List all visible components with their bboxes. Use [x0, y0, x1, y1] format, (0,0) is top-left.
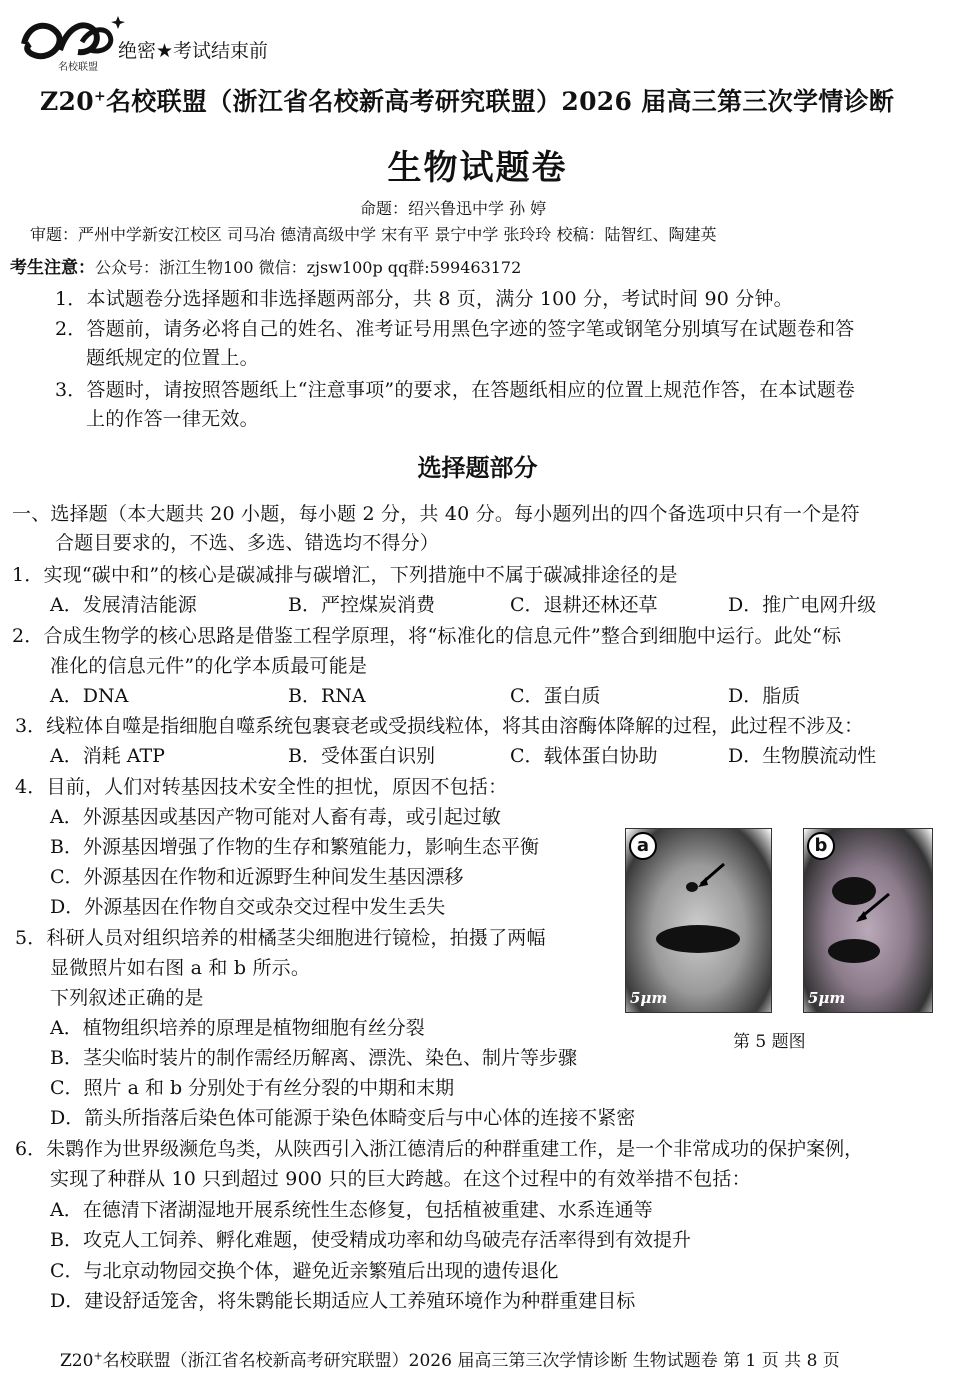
paper-title: 生物试题卷 — [387, 148, 568, 188]
q5-option-a: A．植物组织培养的原理是植物细胞有丝分裂 — [50, 1017, 425, 1039]
q6-option-b: B．攻克人工饲养、孵化难题，使受精成功率和幼鸟破壳存活率得到有效提升 — [50, 1229, 691, 1251]
contact-info: 公众号：浙江生物100 微信：zjsw100p qq群:599463172 — [95, 258, 522, 277]
q6-option-d: D．建设舒适笼舍，将朱鹮能长期适应人工养殖环境作为种群重建目标 — [50, 1290, 636, 1312]
notice-item-3-cont: 上的作答一律无效。 — [86, 408, 259, 430]
question-5-prompt: 下列叙述正确的是 — [50, 987, 204, 1009]
q1-option-d: D．推广电网升级 — [728, 594, 877, 616]
logo-text: 名校联盟 — [58, 62, 98, 73]
question-6-stem-cont: 实现了种群从 10 只到超过 900 只的巨大跨越。在这个过程中的有效举措不包括： — [50, 1168, 751, 1190]
q1-option-a: A．发展清洁能源 — [50, 594, 197, 616]
reviewer-credits: 审题：严州中学新安江校区 司马冶 德清高级中学 宋有平 景宁中学 张玲玲 校稿：陆智红、陶建英 — [30, 225, 717, 244]
q4-option-b: B．外源基因增强了作物的生存和繁殖能力，影响生态平衡 — [50, 836, 539, 858]
page-footer: Z20+名校联盟（浙江省名校新高考研究联盟）2026 届高三第三次学情诊断 生物试题卷 第 1 页 共 8 页 — [60, 1349, 840, 1371]
exam-title: Z20+名校联盟（浙江省名校新高考研究联盟）2026 届高三第三次学情诊断 — [40, 87, 895, 116]
question-2-stem-cont: 准化的信息元件”的化学本质最可能是 — [50, 655, 368, 677]
micrograph-b — [803, 828, 933, 1013]
question-5-stem-cont: 显微照片如右图 a 和 b 所示。 — [50, 957, 311, 979]
chromosome-plate-a — [626, 829, 771, 1012]
question-4-stem: 4．目前，人们对转基因技术安全性的担忧，原因不包括： — [15, 776, 508, 798]
scale-bar-b: 5μm — [808, 989, 846, 1007]
q2-option-c: C．蛋白质 — [510, 685, 601, 707]
q5-option-c: C．照片 a 和 b 分别处于有丝分裂的中期和末期 — [50, 1077, 455, 1099]
q3-option-a: A．消耗 ATP — [50, 745, 165, 767]
notice-item-3: 3．答题时，请按照答题纸上“注意事项”的要求，在答题纸相应的位置上规范作答，在本试题卷 — [55, 379, 856, 401]
q2-option-b: B．RNA — [288, 685, 366, 707]
question-1-stem: 1．实现“碳中和”的核心是碳减排与碳增汇，下列措施中不属于碳减排途径的是 — [12, 564, 678, 586]
notice-item-1: 1．本试题卷分选择题和非选择题两部分，共 8 页，满分 100 分，考试时间 90 分钟。 — [55, 288, 793, 310]
notice-item-2: 2．答题前，请务必将自己的姓名、准考证号用黑色字迹的签字笔或钢笔分别填写在试题卷和答 — [55, 318, 855, 340]
notice-item-2-cont: 题纸规定的位置上。 — [86, 347, 259, 369]
q5-option-b: B．茎尖临时装片的制作需经历解离、漂洗、染色、制片等步骤 — [50, 1047, 577, 1069]
q2-option-d: D．脂质 — [728, 685, 801, 707]
micrograph-a — [625, 828, 772, 1013]
q3-option-c: C．载体蛋白协助 — [510, 745, 658, 767]
q4-option-d: D．外源基因在作物自交或杂交过程中发生丢失 — [50, 896, 446, 918]
question-6-stem: 6．朱鹮作为世界级濒危鸟类，从陕西引入浙江德清后的种群重建工作，是一个非常成功的保护案例， — [15, 1138, 864, 1160]
figure-caption: 第 5 题图 — [733, 1032, 806, 1052]
part-intro-cont: 合题目要求的，不选、多选、错选均不得分） — [55, 532, 440, 554]
q5-option-d: D．箭头所指落后染色体可能源于染色体畸变后与中心体的连接不紧密 — [50, 1107, 636, 1129]
question-5-stem: 5．科研人员对组织培养的柑橘茎尖细胞进行镜检，拍摄了两幅 — [15, 927, 546, 949]
section-title: 选择题部分 — [417, 454, 538, 482]
q4-option-a: A．外源基因或基因产物可能对人畜有毒，或引起过敏 — [50, 806, 501, 828]
figure-label-a: a — [629, 832, 657, 860]
q2-option-a: A．DNA — [50, 685, 129, 707]
q3-option-d: D．生物膜流动性 — [728, 745, 877, 767]
question-2-stem: 2．合成生物学的核心思路是借鉴工程学原理，将“标准化的信息元件”整合到细胞中运行。此处“标 — [12, 625, 842, 647]
chromosome-groups-b — [804, 829, 932, 1012]
q4-option-c: C．外源基因在作物和近源野生种间发生基因漂移 — [50, 866, 464, 888]
figure-label-b: b — [807, 832, 835, 860]
scale-bar-a: 5μm — [630, 989, 668, 1007]
q3-option-b: B．受体蛋白识别 — [288, 745, 435, 767]
confidential-label: 绝密★考试结束前 — [118, 40, 269, 62]
question-3-stem: 3．线粒体自噬是指细胞自噬系统包裹衰老或受损线粒体，将其由溶酶体降解的过程，此过程不涉及： — [15, 715, 864, 737]
q1-option-b: B．严控煤炭消费 — [288, 594, 435, 616]
q1-option-c: C．退耕还林还草 — [510, 594, 658, 616]
part-intro: 一、选择题（本大题共 20 小题，每小题 2 分，共 40 分。每小题列出的四个备选项中只有一个是符 — [12, 503, 860, 525]
league-logo — [18, 14, 126, 76]
q6-option-a: A．在德清下渚湖湿地开展系统性生态修复，包括植被重建、水系连通等 — [50, 1199, 653, 1221]
candidate-notice-heading: 考生注意：公众号：浙江生物100 微信：zjsw100p qq群:599463172 — [10, 258, 522, 278]
q6-option-c: C．与北京动物园交换个体，避免近亲繁殖后出现的遗传退化 — [50, 1260, 559, 1282]
proposer-credit: 命题：绍兴鲁迅中学 孙 婷 — [360, 199, 547, 218]
